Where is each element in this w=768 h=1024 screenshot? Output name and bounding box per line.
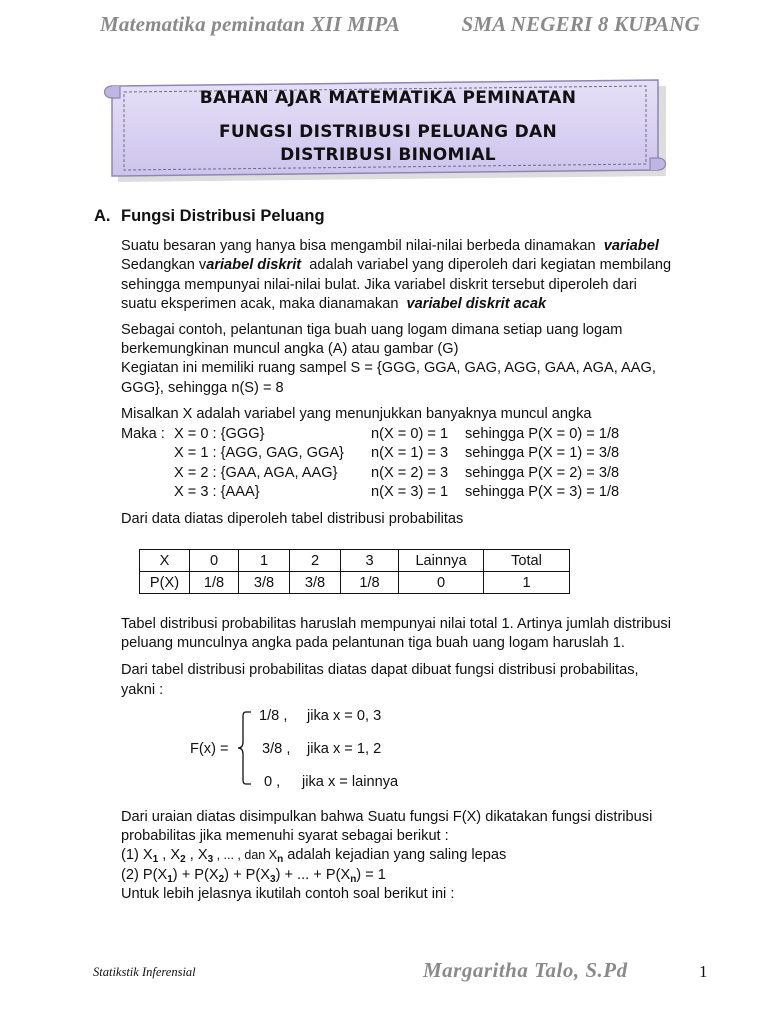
table-cell: 1/8	[190, 572, 239, 594]
para5-line1: Dari tabel distribusi probabilitas diatas dapat dibuat fungsi distribusi probabilitas,	[121, 662, 639, 678]
term-variabel-diskrit: ariabel diskrit	[206, 257, 302, 273]
text: , X	[158, 847, 181, 863]
text: ) + ... + P(X	[275, 867, 351, 883]
case-p: sehingga P(X = 0) = 1/8	[465, 426, 620, 442]
case-n: n(X = 0) = 1	[371, 426, 449, 442]
case-condition: jika x = lainnya	[302, 774, 399, 790]
subscript: 3	[207, 854, 214, 865]
case-p: sehingga P(X = 2) = 3/8	[465, 465, 620, 481]
table-cell: 1	[484, 572, 570, 594]
case-condition: jika x = 0, 3	[307, 708, 382, 724]
para1-line3: sehingga mempunyai nilai-nilai bulat. Jika variabel diskrit tersebut diperoleh dari	[121, 277, 637, 293]
case-x: X = 0 : {GGG}	[174, 426, 265, 442]
table-cell: 1/8	[341, 572, 399, 594]
subscript: 1	[167, 874, 173, 885]
subscript: 1	[152, 854, 159, 865]
para2-line4: GGG}, sehingga n(S) = 8	[121, 380, 284, 396]
table-cell: 2	[290, 550, 341, 572]
table-cell: 1	[239, 550, 290, 572]
text: ) + P(X	[172, 867, 219, 883]
section-title: Fungsi Distribusi Peluang	[121, 207, 325, 225]
table-row	[140, 550, 570, 572]
text: , ... , dan X	[213, 848, 278, 862]
table-cell: 3/8	[290, 572, 341, 594]
case-value: 3/8 ,	[262, 741, 291, 757]
para5-line2: yakni :	[121, 682, 164, 698]
page-number: 1	[699, 962, 708, 981]
function-lhs: F(x) =	[190, 741, 229, 757]
text: ) + P(X	[224, 867, 270, 883]
text: adalah variabel yang diperoleh dari kegiatan membilang	[309, 257, 672, 273]
text: Suatu besaran yang hanya bisa mengambil nilai-nilai berbeda dinamakan	[121, 238, 596, 254]
table-cell: 3	[341, 550, 399, 572]
banner-line-2: FUNGSI DISTRIBUSI PELUANG DAN	[218, 122, 558, 142]
text: , X	[185, 847, 208, 863]
subscript: n	[277, 854, 284, 865]
header-left-title: Matematika peminatan XII MIPA	[100, 12, 401, 36]
subscript: 3	[270, 874, 276, 885]
case-x: X = 3 : {AAA}	[174, 484, 260, 500]
para2-line1: Sebagai contoh, pelantunan tiga buah uang logam dimana setiap uang logam	[121, 322, 623, 338]
table-cell: 0	[190, 550, 239, 572]
subscript: n	[350, 874, 357, 885]
case-condition: jika x = 1, 2	[307, 741, 382, 757]
title-banner	[98, 76, 678, 186]
case-x: X = 1 : {AGG, GAG, GGA}	[174, 445, 344, 461]
text: (1) X	[121, 847, 153, 863]
text: Sedangkan v	[121, 257, 207, 273]
case-n: n(X = 3) = 1	[371, 484, 449, 500]
case-value: 0 ,	[264, 774, 281, 790]
table-cell: X	[140, 550, 190, 572]
case-n: n(X = 2) = 3	[371, 465, 449, 481]
text: (2) P(X	[121, 867, 168, 883]
para4-line2: peluang munculnya angka pada pelantunan tiga buah uang logam haruslah 1.	[121, 635, 625, 651]
text: suatu eksperimen acak, maka dianamakan	[121, 296, 399, 312]
footer-course: Statikstik Inferensial	[93, 965, 196, 979]
banner-line-1: BAHAN AJAR MATEMATIKA PEMINATAN	[199, 88, 577, 108]
para3-intro: Misalkan X adalah variabel yang menunjukkan banyaknya muncul angka	[121, 406, 592, 422]
section-heading	[94, 207, 325, 226]
table-cell: Total	[484, 550, 570, 572]
header-right-school: SMA NEGERI 8 KUPANG	[461, 12, 700, 36]
para3-maka: Maka :	[121, 426, 165, 442]
table-cell: P(X)	[140, 572, 190, 594]
para6-line5: Untuk lebih jelasnya ikutilah contoh soal berikut ini :	[121, 886, 455, 902]
text: ) = 1	[356, 867, 386, 883]
case-n: n(X = 1) = 3	[371, 445, 449, 461]
para2-line3: Kegiatan ini memiliki ruang sampel S = {GGG, GGA, GAG, AGG, GAA, AGA, AAG,	[121, 360, 656, 376]
para1-line2	[121, 256, 671, 276]
section-number: A.	[94, 207, 111, 225]
para1-line1	[121, 237, 659, 257]
para1-line4	[121, 295, 546, 315]
table-cell: Lainnya	[399, 550, 484, 572]
para2-line2: berkemungkinan muncul angka (A) atau gambar (G)	[121, 341, 459, 357]
case-p: sehingga P(X = 1) = 3/8	[465, 445, 620, 461]
text: adalah kejadian yang saling lepas	[283, 847, 507, 863]
curly-brace-icon	[226, 706, 256, 790]
subscript: 2	[180, 854, 186, 865]
case-value: 1/8 ,	[259, 708, 288, 724]
para6-line1: Dari uraian diatas disimpulkan bahwa Suatu fungsi F(X) dikatakan fungsi distribusi	[121, 809, 653, 825]
banner-line-3: DISTRIBUSI BINOMIAL	[280, 145, 496, 165]
footer-author: Margaritha Talo, S.Pd	[423, 958, 628, 982]
distribution-table	[139, 549, 570, 594]
case-p: sehingga P(X = 3) = 1/8	[465, 484, 620, 500]
term-variabel-diskrit-acak: variabel diskrit acak	[406, 296, 547, 312]
para4-line1: Tabel distribusi probabilitas haruslah mempunyai nilai total 1. Artinya jumlah distribusi	[121, 616, 671, 632]
table-cell: 0	[399, 572, 484, 594]
table-intro: Dari data diatas diperoleh tabel distribusi probabilitas	[121, 511, 464, 527]
subscript: 2	[218, 874, 225, 885]
table-row	[140, 572, 570, 594]
case-x: X = 2 : {GAA, AGA, AAG}	[174, 465, 338, 481]
term-variabel: variabel	[603, 238, 659, 254]
para6-line2: probabilitas jika memenuhi syarat sebagai berikut :	[121, 828, 449, 844]
table-cell: 3/8	[239, 572, 290, 594]
